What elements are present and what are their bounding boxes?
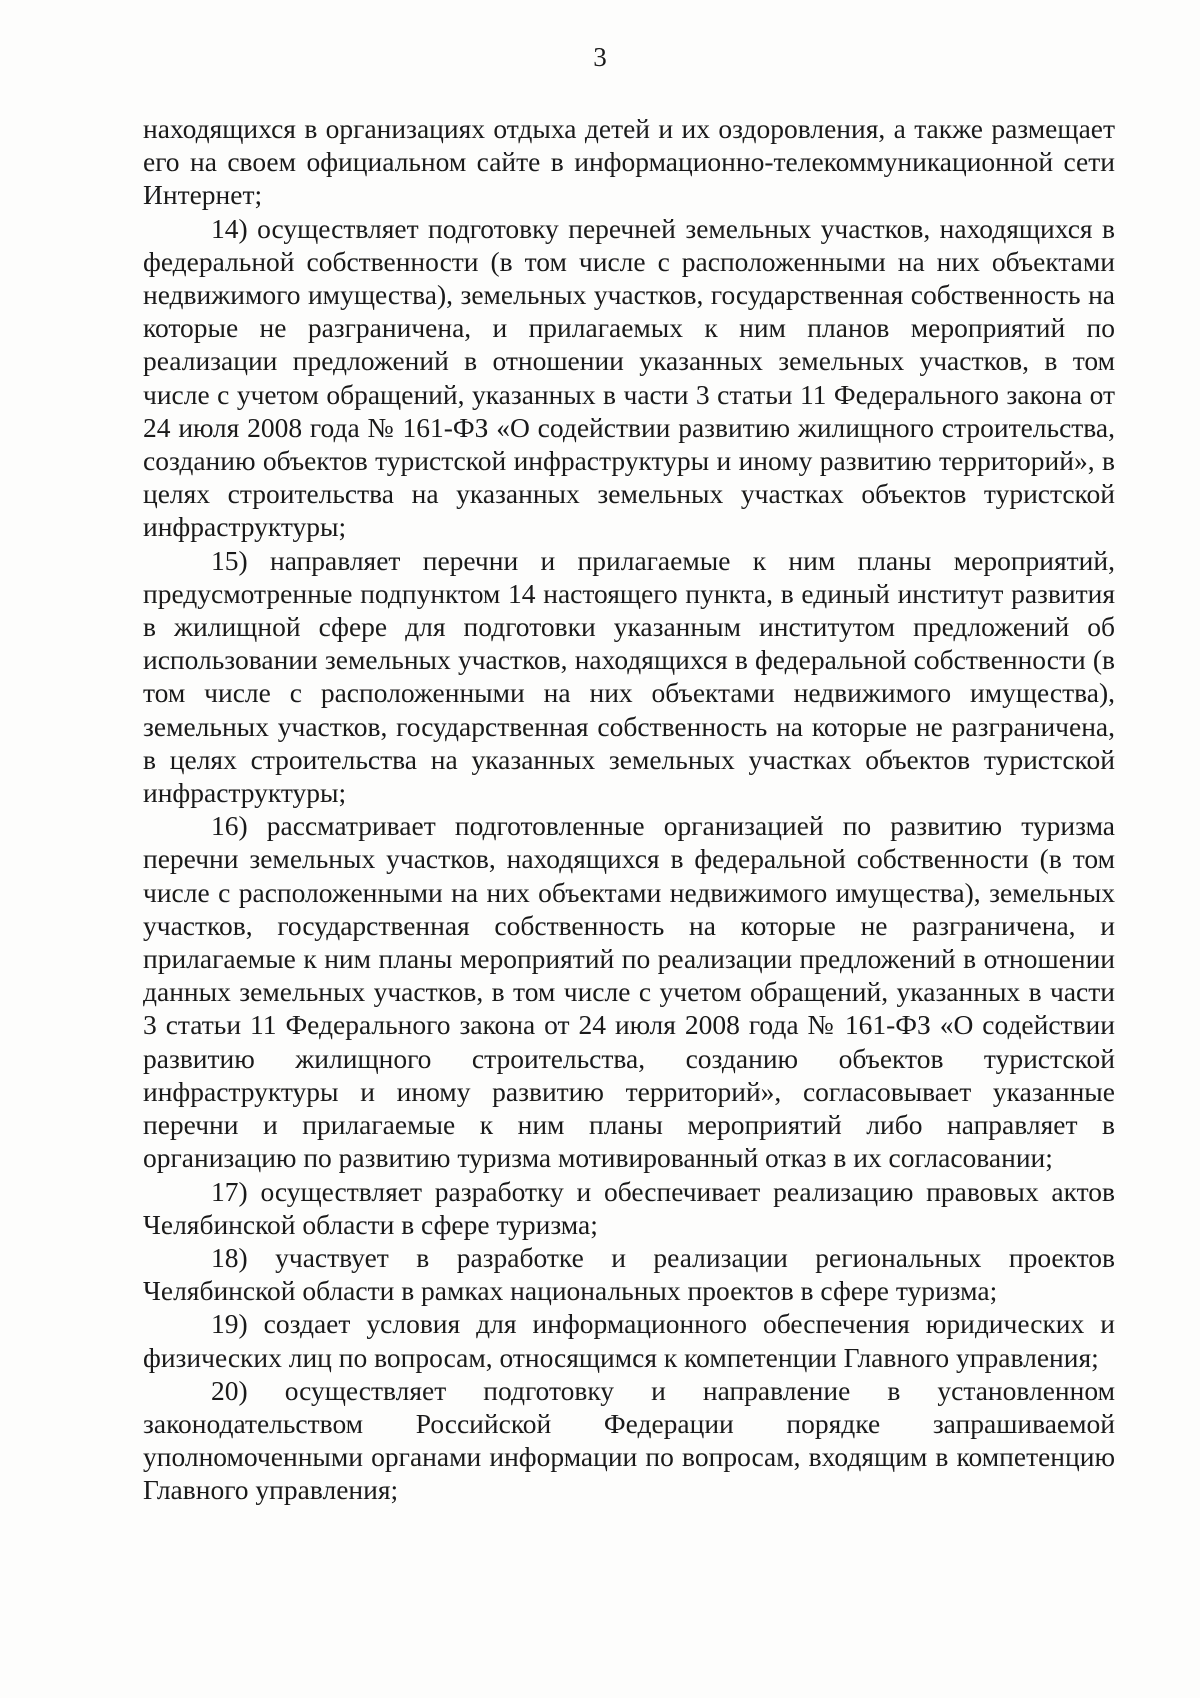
paragraph-continuation: находящихся в организациях отдыха детей и их оздоровления, а также размещает его на своем официальном сайте в информационно-телекоммуникационной сети Интернет; [143, 113, 1115, 211]
document-body [143, 112, 1115, 1507]
paragraph-item-16: 16) рассматривает подготовленные организацией по развитию туризма перечни земельных участков, находящихся в федеральной собственности (в том числе с расположенными на них объектами недвижимого имущества), земельных участков, государственная собственность на которые не разграничена, и прилагаемые к ним планы мероприятий по реализации предложений в отношении данных земельных участков, в том числе с учетом обращений, указанных в части 3 статьи 11 Федерального закона от 24 июля 2008 года № 161-ФЗ «О содействии развитию жилищного строительства, созданию объектов туристской инфраструктуры и иному развитию территорий», согласовывает указанные перечни и прилагаемые к ним планы мероприятий либо направляет в организацию по развитию туризма мотивированный отказ в их согласовании; [143, 810, 1115, 1174]
paragraph-item-20: 20) осуществляет подготовку и направление в установленном законодательством Российской Федерации порядке запрашиваемой уполномоченными органами информации по вопросам, входящим в компетенцию Главного управления; [143, 1374, 1115, 1506]
paragraph-item-17: 17) осуществляет разработку и обеспечивает реализацию правовых актов Челябинской области в сфере туризма; [143, 1175, 1115, 1240]
paragraph-item-15: 15) направляет перечни и прилагаемые к ним планы мероприятий, предусмотренные подпунктом 14 настоящего пункта, в единый институт развития в жилищной сфере для подготовки указанным институтом предложений об использовании земельных участков, находящихся в федеральной собственности (в том числе с расположенными на них объектами недвижимого имущества), земельных участков, государственная собственность на которые не разграничена, в целях строительства на указанных земельных участках объектов туристской инфраструктуры; [143, 544, 1115, 809]
paragraph-item-14: 14) осуществляет подготовку перечней земельных участков, находящихся в федеральной собственности (в том числе с расположенными на них объектами недвижимого имущества), земельных участков, государственная собственность на которые не разграничена, и прилагаемых к ним планов мероприятий по реализации предложений в отношении указанных земельных участков, в том числе с учетом обращений, указанных в части 3 статьи 11 Федерального закона от 24 июля 2008 года № 161-ФЗ «О содействии развитию жилищного строительства, созданию объектов туристской инфраструктуры и иному развитию территорий», в целях строительства на указанных земельных участках объектов туристской инфраструктуры; [143, 212, 1115, 543]
paragraph-item-19: 19) создает условия для информационного обеспечения юридических и физических лиц по вопросам, относящимся к компетенции Главного управления; [143, 1308, 1115, 1373]
page-number: 3 [593, 42, 607, 72]
paragraph-item-18: 18) участвует в разработке и реализации региональных проектов Челябинской области в рамках национальных проектов в сфере туризма; [143, 1241, 1115, 1307]
